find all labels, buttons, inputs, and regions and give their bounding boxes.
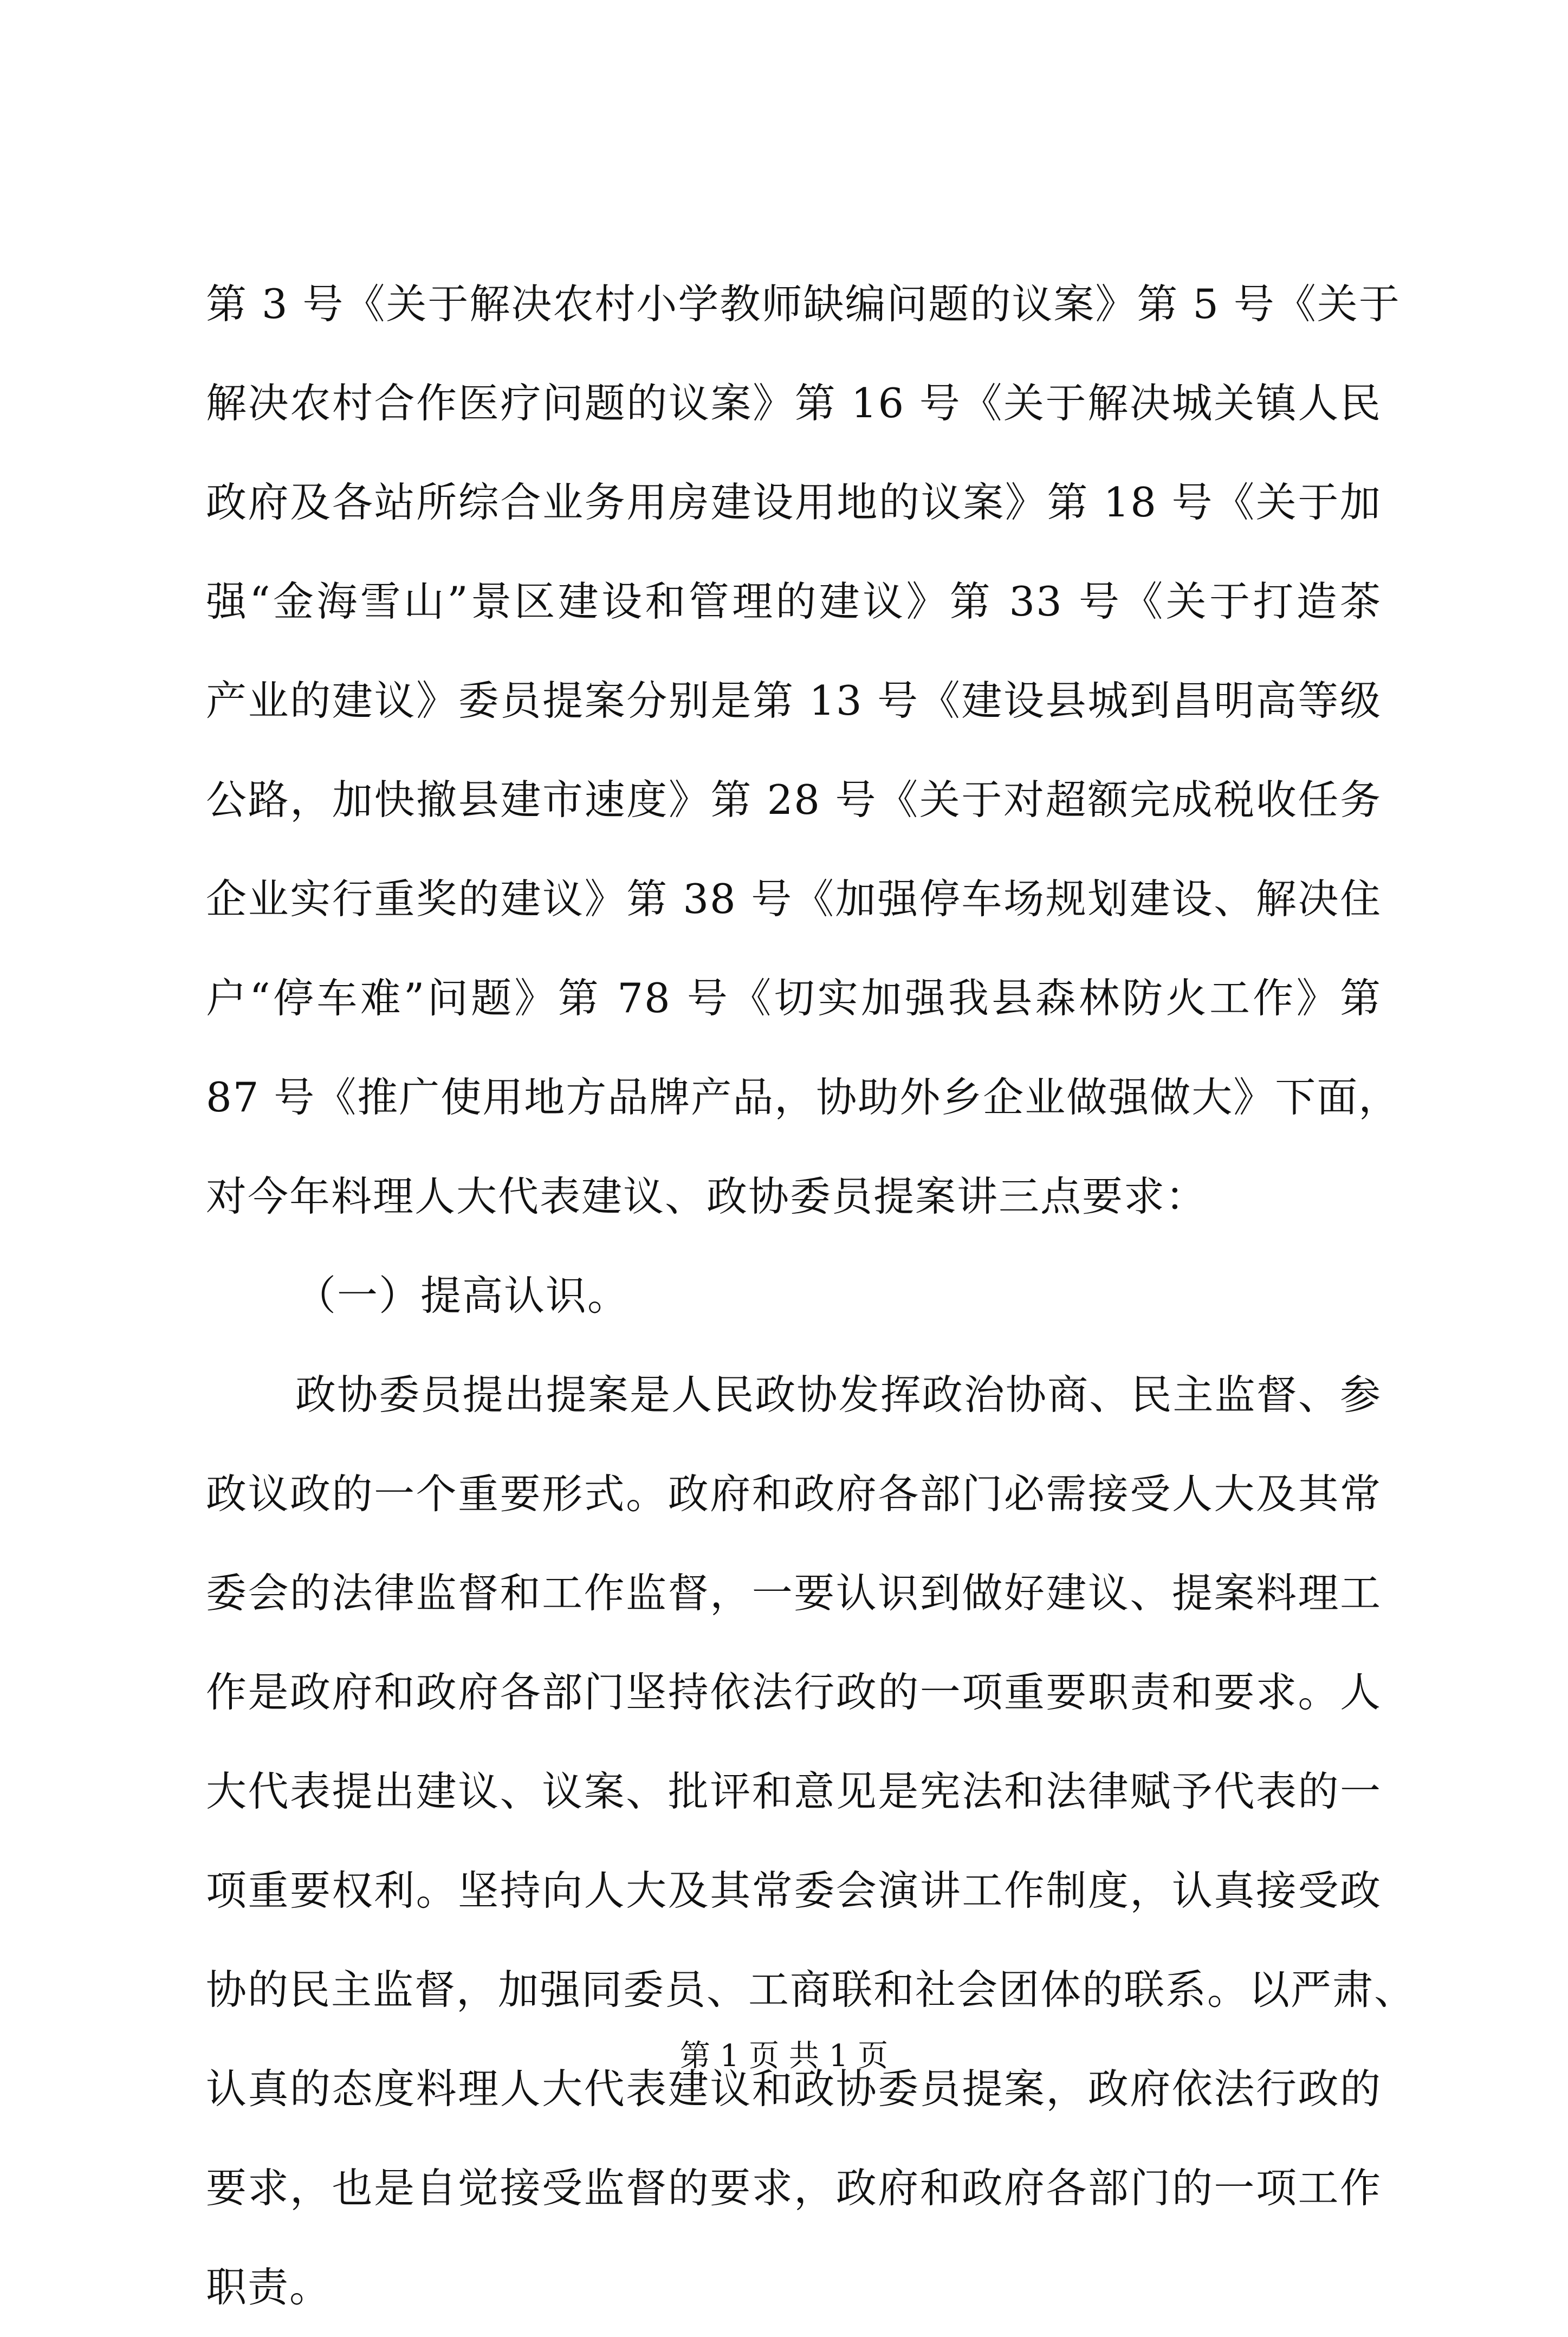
text-line: 项重要权利。坚持向人大及其常委会演讲工作制度，认真接受政 <box>206 1867 1382 1914</box>
section-heading: （一）提高认识。 <box>295 1272 630 1319</box>
text-line: 企业实行重奖的建议》第 38 号《加强停车场规划建设、解决住 <box>206 875 1382 923</box>
text-line: 委会的法律监督和工作监督，一要认识到做好建议、提案料理工 <box>206 1569 1382 1617</box>
text-line: 第 3 号《关于解决农村小学教师缺编问题的议案》第 5 号《关于 <box>206 280 1401 328</box>
text-line: 对今年料理人大代表建议、政协委员提案讲三点要求： <box>206 1173 1208 1220</box>
text-line: 政协委员提出提案是人民政协发挥政治协商、民主监督、参 <box>295 1371 1382 1419</box>
page-number: 第 1 页 共 1 页 <box>679 2038 889 2074</box>
text-line: 产业的建议》委员提案分别是第 13 号《建设县城到昌明高等级 <box>206 677 1382 724</box>
text-line: 公路，加快撤县建市速度》第 28 号《关于对超额完成税收任务 <box>206 776 1382 824</box>
text-line: 政议政的一个重要形式。政府和政府各部门必需接受人大及其常 <box>206 1470 1382 1518</box>
text-line: 87 号《推广使用地方品牌产品，协助外乡企业做强做大》下面， <box>206 1073 1401 1121</box>
text-line: 作是政府和政府各部门坚持依法行政的一项重要职责和要求。人 <box>206 1668 1382 1716</box>
text-line: 政府及各站所综合业务用房建设用地的议案》第 18 号《关于加 <box>206 478 1382 526</box>
text-line: 解决农村合作医疗问题的议案》第 16 号《关于解决城关镇人民 <box>206 379 1382 427</box>
text-line: 户“停车难”问题》第 78 号《切实加强我县森林防火工作》第 <box>206 974 1382 1022</box>
text-line: 协的民主监督，加强同委员、工商联和社会团体的联系。以严肃、 <box>206 1966 1416 2014</box>
text-line: 大代表提出建议、议案、批评和意见是宪法和法律赋予代表的一 <box>206 1768 1382 1815</box>
text-line: 认真的态度料理人大代表建议和政协委员提案，政府依法行政的 <box>206 2065 1382 2113</box>
text-line: 职责。 <box>206 2263 332 2311</box>
document-body <box>206 255 1416 2337</box>
text-line: 要求，也是自觉接受监督的要求，政府和政府各部门的一项工作 <box>206 2164 1382 2212</box>
text-line: 强“金海雪山”景区建设和管理的建议》第 33 号《关于打造茶 <box>206 578 1382 625</box>
